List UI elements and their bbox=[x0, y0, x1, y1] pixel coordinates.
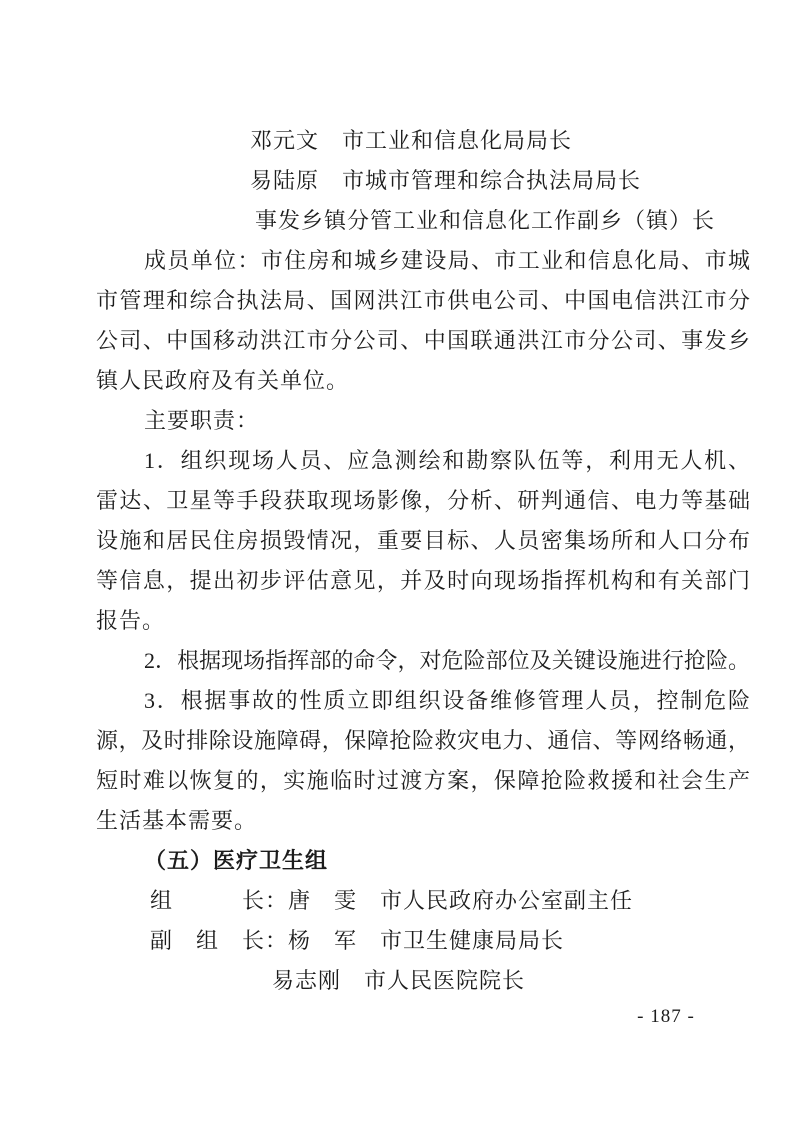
text-line: 易陆原 市城市管理和综合执法局局长 bbox=[250, 168, 642, 193]
text-line: 报告。 bbox=[96, 608, 166, 633]
text-line: 源，及时排除设施障碍，保障抢险救灾电力、通信、等网络畅通， bbox=[96, 728, 750, 753]
text-line: 公司、中国移动洪江市分公司、中国联通洪江市分公司、事发乡 bbox=[96, 328, 750, 353]
text-line: 成员单位：市住房和城乡建设局、市工业和信息化局、市城 bbox=[144, 248, 750, 273]
document-body bbox=[96, 121, 750, 1001]
text-line: 短时难以恢复的，实施临时过渡方案，保障抢险救援和社会生产 bbox=[96, 768, 750, 793]
text-line: 镇人民政府及有关单位。 bbox=[96, 368, 350, 393]
text-line: 2．根据现场指挥部的命令，对危险部位及关键设施进行抢险。 bbox=[144, 648, 750, 673]
text-line: 生活基本需要。 bbox=[96, 808, 258, 833]
text-line: 事发乡镇分管工业和信息化工作副乡（镇）长 bbox=[255, 208, 716, 233]
text-line: （五）医疗卫生组 bbox=[144, 848, 329, 873]
text-line: 雷达、卫星等手段获取现场影像，分析、研判通信、电力等基础 bbox=[96, 488, 750, 513]
text-line: 1．组织现场人员、应急测绘和勘察队伍等，利用无人机、 bbox=[144, 448, 750, 473]
text-line: 等信息，提出初步评估意见，并及时向现场指挥机构和有关部门 bbox=[96, 568, 750, 593]
text-line: 主要职责： bbox=[144, 408, 260, 433]
text-line: 3．根据事故的性质立即组织设备维修管理人员，控制危险 bbox=[144, 688, 750, 713]
text-line: 邓元文 市工业和信息化局局长 bbox=[250, 128, 573, 153]
text-line: 组 长：唐 雯 市人民政府办公室副主任 bbox=[150, 888, 634, 913]
page-number: - 187 - bbox=[637, 1006, 695, 1027]
text-line: 易志刚 市人民医院院长 bbox=[272, 968, 526, 993]
text-line: 设施和居民住房损毁情况，重要目标、人员密集场所和人口分布 bbox=[96, 528, 750, 553]
text-line: 市管理和综合执法局、国网洪江市供电公司、中国电信洪江市分 bbox=[96, 288, 750, 313]
text-line: 副 组 长：杨 军 市卫生健康局局长 bbox=[150, 928, 565, 953]
